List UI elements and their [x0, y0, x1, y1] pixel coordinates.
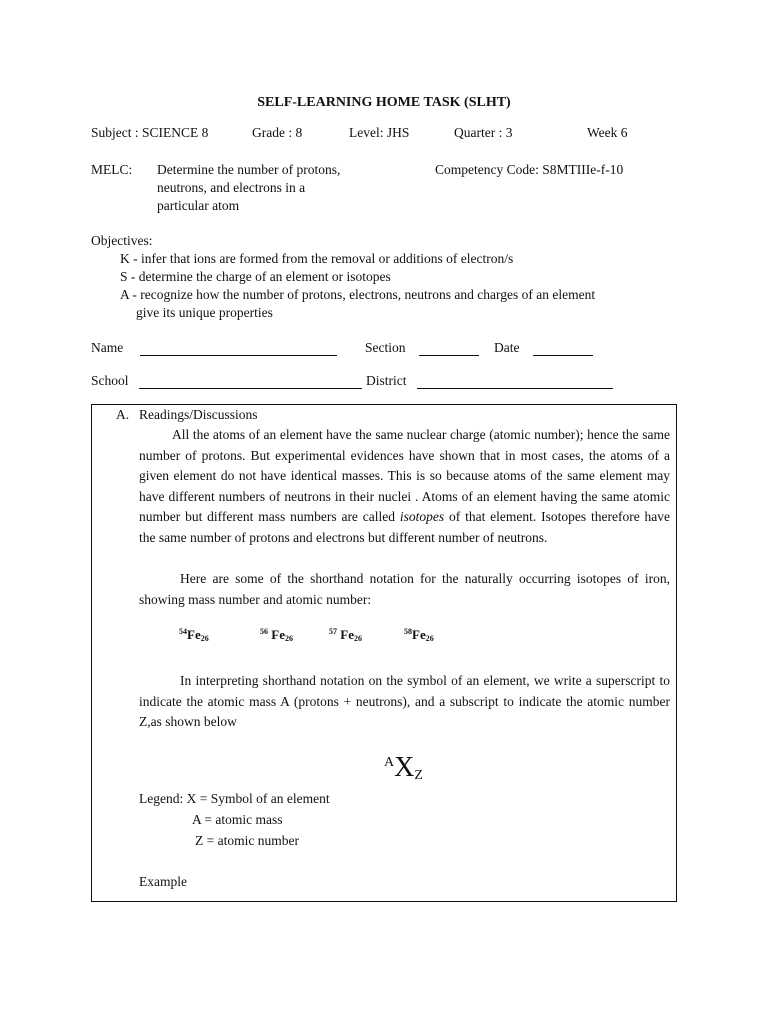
objectives-heading: Objectives: — [91, 233, 153, 248]
date-blank[interactable] — [533, 341, 593, 356]
school-field[interactable] — [91, 373, 362, 389]
paragraph-notation: In interpreting shorthand notation on the symbol of an element, we write a superscript to indicate the atomic mass A (protons + neutrons), and a subscript to indicate the atomic number Z,as shown below — [139, 673, 670, 729]
objective-s: S - determine the charge of an element or isotopes — [120, 269, 391, 284]
level-label: Level: JHS — [349, 125, 410, 140]
date-label: Date — [494, 340, 520, 355]
melc-label: MELC: — [91, 162, 133, 177]
week-label: Week 6 — [587, 125, 628, 140]
readings-box — [91, 404, 677, 902]
melc-line-3: particular atom — [157, 198, 240, 213]
school-blank[interactable] — [139, 374, 362, 389]
legend-line-1: Legend: X = Symbol of an element — [139, 791, 330, 806]
isotope-fe-56: $^{56}$ $Fe_{26}$ — [260, 627, 293, 643]
district-label: District — [366, 373, 407, 388]
notation-axz: $^A$XZ — [384, 752, 423, 783]
district-blank[interactable] — [417, 374, 613, 389]
paragraph-iron-isotopes: Here are some of the shorthand notation for the naturally occurring isotopes of iron, showing mass number and atomic number: — [139, 571, 670, 607]
isotope-fe-57: $^{57}$ $Fe_{26}$ — [329, 627, 362, 643]
isotope-fe-58: $^{58}Fe_{26}$ — [404, 627, 434, 643]
district-field[interactable] — [366, 373, 613, 389]
legend-line-3: Z = atomic number — [195, 833, 299, 848]
melc-line-2: neutrons, and electrons in a — [157, 180, 306, 195]
example-label: Example — [139, 874, 187, 889]
school-label: School — [91, 373, 129, 388]
objective-a: A - recognize how the number of protons, electrons, neutrons and charges of an element — [120, 287, 596, 302]
legend-line-2: A = atomic mass — [192, 812, 283, 827]
page-title: SELF-LEARNING HOME TASK (SLHT) — [257, 95, 511, 110]
section-field[interactable] — [365, 340, 479, 356]
readings-heading: Readings/Discussions — [139, 407, 258, 422]
name-label: Name — [91, 340, 124, 355]
isotopes-term: isotopes — [399, 509, 445, 524]
objective-a-cont: give its unique properties — [136, 305, 273, 320]
grade-label: Grade : 8 — [252, 125, 303, 140]
quarter-label: Quarter : 3 — [454, 125, 513, 140]
name-blank[interactable] — [140, 341, 337, 356]
section-label: Section — [365, 340, 406, 355]
competency-code: Competency Code: S8MTIIIe-f-10 — [435, 162, 624, 177]
isotope-fe-54: $^{54}Fe_{26}$ — [179, 627, 209, 643]
section-marker: A. — [116, 407, 130, 422]
name-field[interactable] — [91, 340, 337, 356]
subject-label: Subject : SCIENCE 8 — [91, 125, 209, 140]
melc-line-1: Determine the number of protons, — [157, 162, 341, 177]
section-blank[interactable] — [419, 341, 479, 356]
paragraph-isotopes: All the atoms of an element have the same nuclear charge (atomic number); hence the same number of protons. But experimental evidences have shown that in most cases, the atoms of a given element do not have identical masses. This is so because atoms of the same element may have different numbers of neutrons in their nuclei . Atoms of an element having the same atomic number but different mass numbers are called isotopes of that element. Isotopes therefore have the same number of protons and electrons but different number of neutrons. — [139, 427, 671, 545]
objective-k: K - infer that ions are formed from the removal or additions of electron/s — [120, 251, 514, 266]
date-field[interactable] — [494, 340, 593, 356]
